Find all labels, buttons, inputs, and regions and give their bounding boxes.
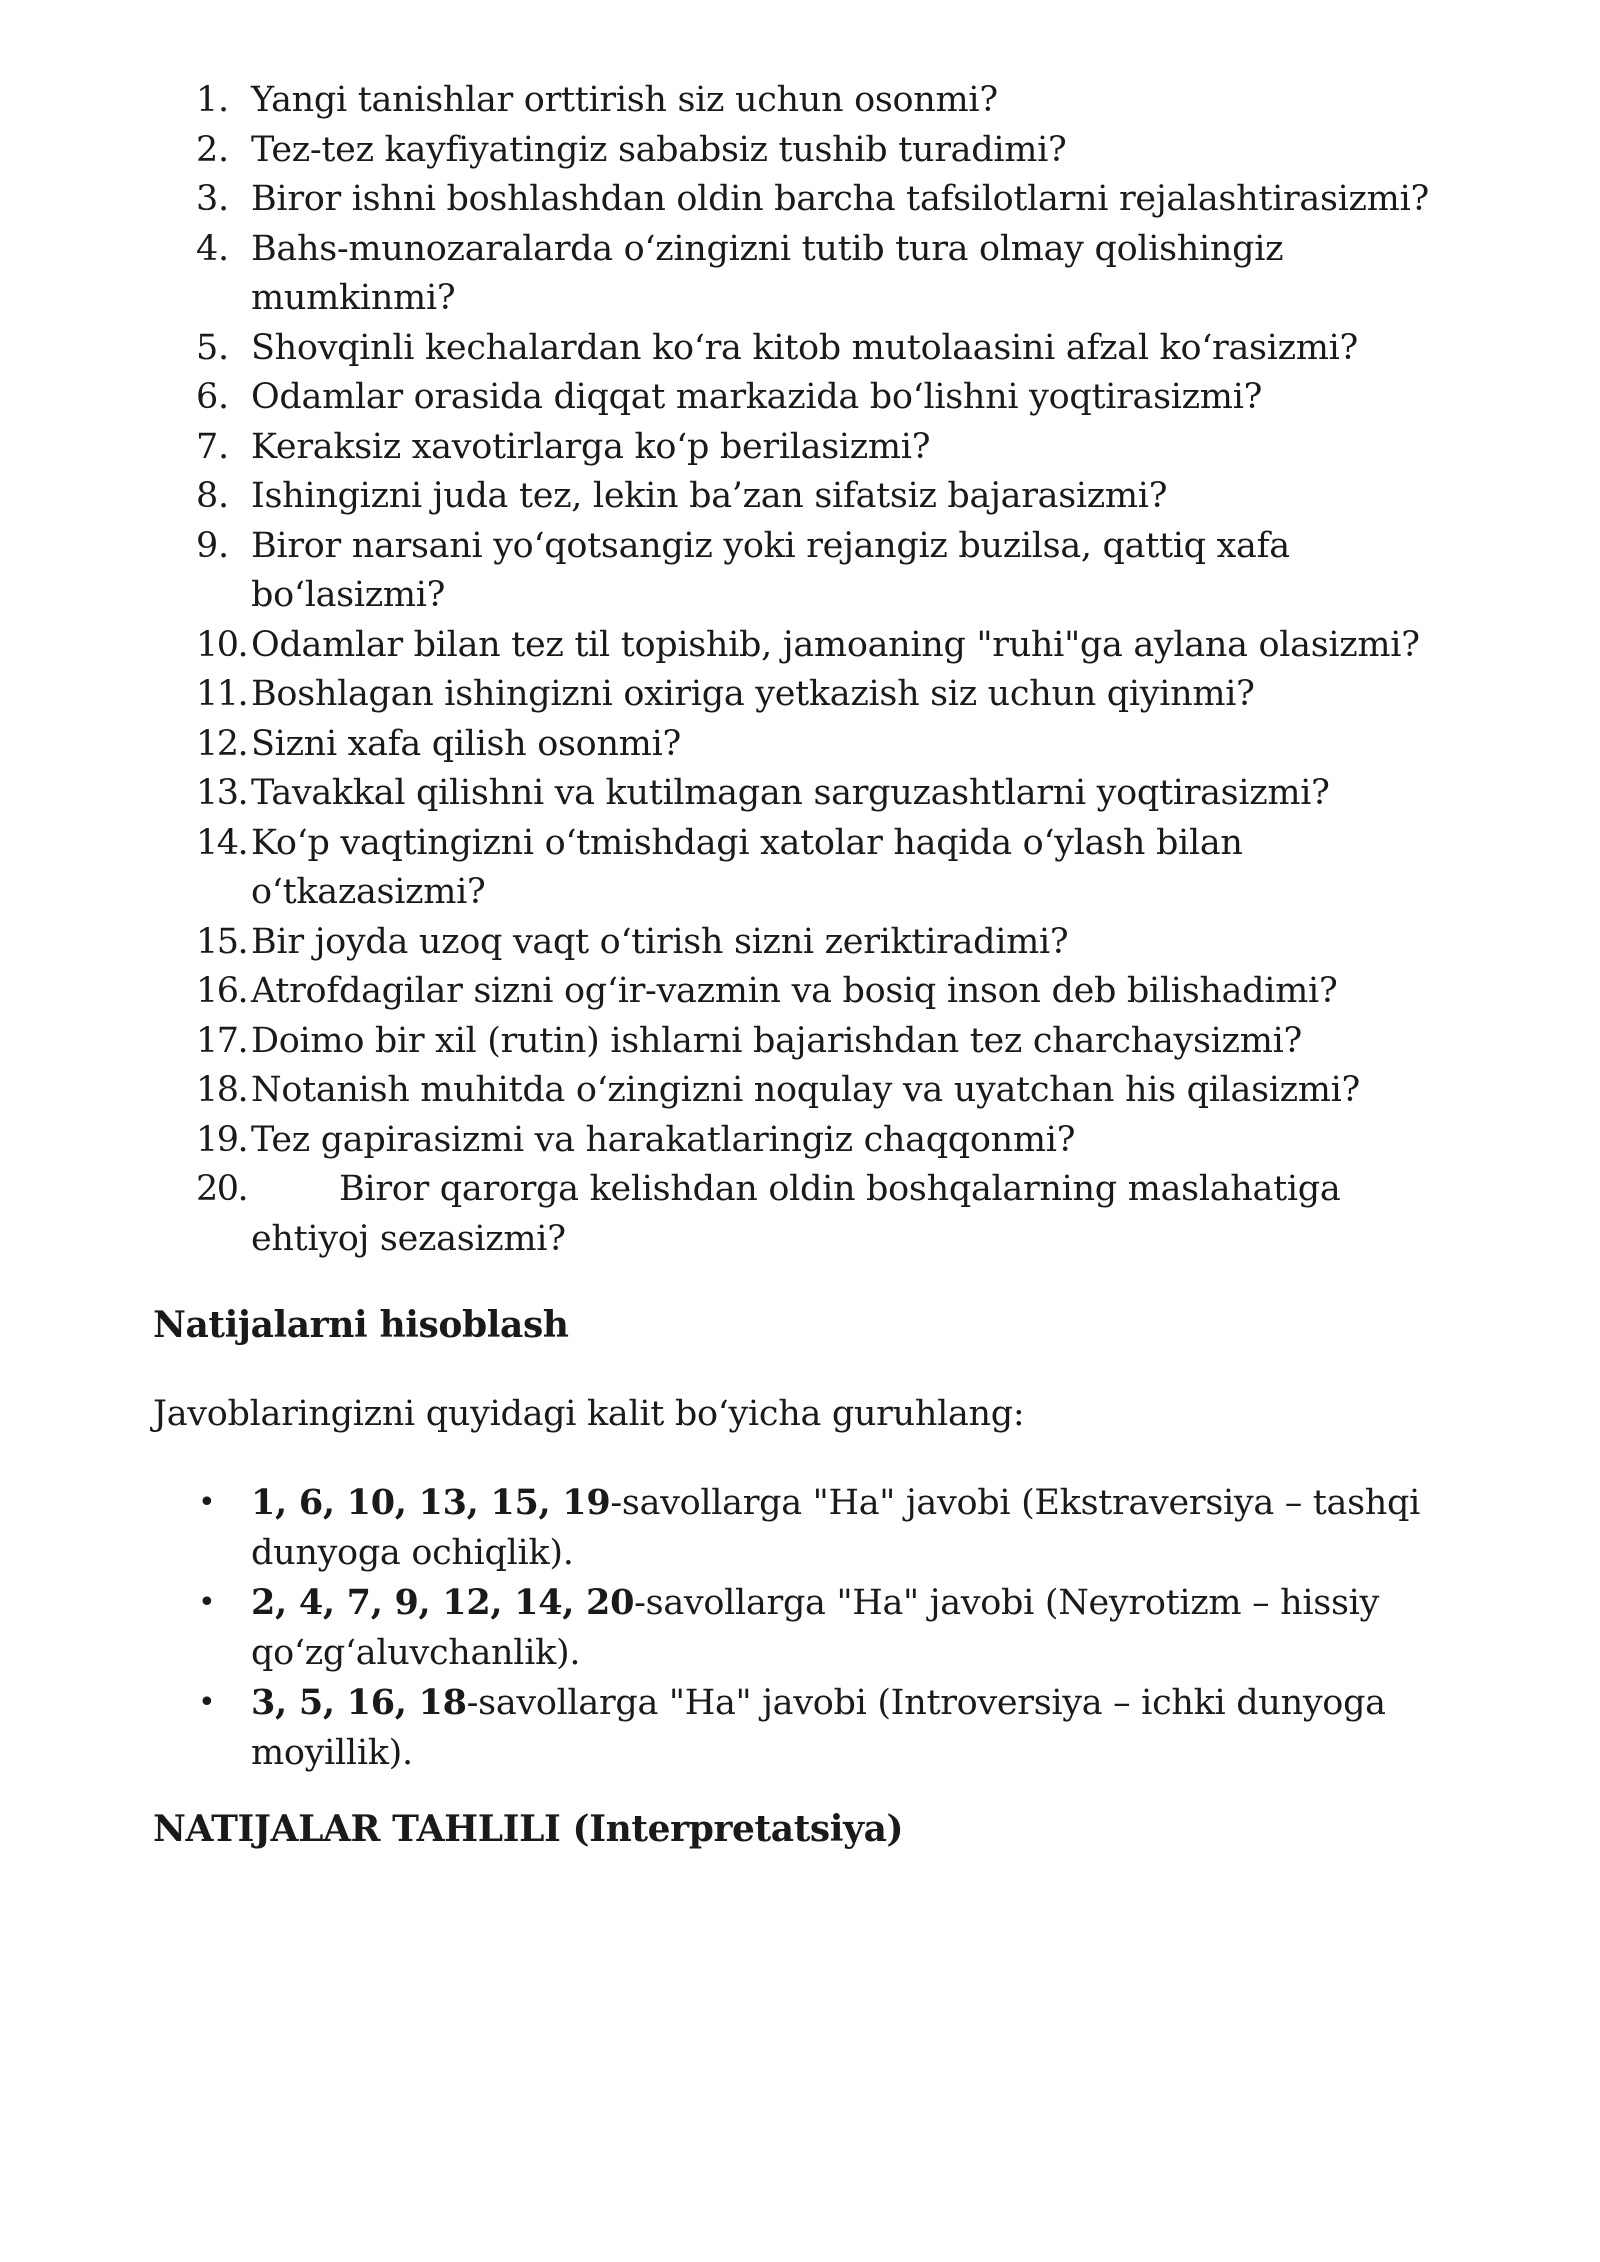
question-text: Bahs-munozaralarda o‘zingizni tutib tura olmay qolishingiz	[251, 228, 1284, 269]
list-item	[196, 769, 1476, 819]
list-item	[196, 126, 1476, 176]
question-text: Boshlagan ishingizni oxiriga yetkazish siz uchun qiyinmi?	[251, 674, 1255, 714]
question-text: Biror ishni boshlashdan oldin barcha tafsilotlarni rejalashtirasizmi?	[251, 179, 1429, 219]
list-item	[196, 1116, 1476, 1166]
list-item	[196, 1066, 1476, 1116]
question-text: Tez-tez kayfiyatingiz sababsiz tushib turadimi?	[251, 129, 1067, 170]
question-number: 13.	[196, 773, 248, 813]
question-text: Keraksiz xavotirlarga ko‘p berilasizmi?	[251, 426, 931, 467]
list-item	[196, 522, 1476, 621]
list-item	[196, 967, 1476, 1017]
list-item	[196, 1678, 1476, 1778]
question-number: 20.	[196, 1169, 248, 1209]
question-number: 12.	[196, 723, 248, 764]
list-item	[196, 175, 1476, 225]
question-text: Ko‘p vaqtingizni o‘tmishdagi xatolar haqida o‘ylash bilan	[251, 822, 1243, 863]
question-text: Notanish muhitda o‘zingizni noqulay va uyatchan his qilasizmi?	[251, 1070, 1361, 1110]
list-item	[196, 819, 1476, 918]
question-number: 6.	[196, 377, 229, 417]
bullet-icon: •	[198, 1685, 216, 1720]
question-text: Yangi tanishlar orttirish siz uchun osonmi?	[251, 80, 998, 120]
bullet-icon: •	[198, 1585, 216, 1620]
list-item	[196, 373, 1476, 423]
question-text: Ishingizni juda tez, lekin ba’zan sifatsiz bajarasizmi?	[251, 476, 1168, 516]
list-item	[196, 621, 1476, 671]
question-number: 16.	[196, 971, 248, 1011]
question-text: Tez gapirasizmi va harakatlaringiz chaqqonmi?	[251, 1119, 1076, 1160]
question-number: 2.	[196, 129, 229, 170]
list-item	[196, 670, 1476, 720]
question-number: 3.	[196, 179, 229, 219]
question-text: Sizni xafa qilish osonmi?	[251, 723, 681, 764]
question-text-continued: ehtiyoj sezasizmi?	[251, 1218, 566, 1259]
question-numbers: 2, 4, 7, 9, 12, 14, 20	[251, 1582, 635, 1623]
question-text: Shovqinli kechalardan ko‘ra kitob mutolaasini afzal ko‘rasizmi?	[251, 327, 1358, 368]
list-item	[196, 324, 1476, 374]
list-item	[196, 720, 1476, 770]
key-text-continued: qo‘zg‘aluvchanlik).	[251, 1632, 581, 1673]
question-number: 8.	[196, 476, 229, 516]
key-text-continued: dunyoga ochiqlik).	[251, 1532, 574, 1573]
question-text: Tavakkal qilishni va kutilmagan sarguzashtlarni yoqtirasizmi?	[251, 773, 1330, 813]
question-number: 18.	[196, 1070, 248, 1110]
question-text: Odamlar orasida diqqat markazida bo‘lishni yoqtirasizmi?	[251, 377, 1263, 417]
list-item	[196, 1165, 1476, 1264]
list-item	[196, 918, 1476, 968]
question-numbers: 1, 6, 10, 13, 15, 19	[251, 1482, 611, 1523]
list-item	[196, 1578, 1476, 1678]
list-item	[196, 76, 1476, 126]
bullet-icon: •	[198, 1485, 216, 1520]
question-text: Odamlar bilan tez til topishib, jamoaning "ruhi"ga aylana olasizmi?	[251, 624, 1420, 665]
list-item	[196, 1478, 1476, 1578]
question-numbers: 3, 5, 16, 18	[251, 1682, 467, 1723]
question-number: 1.	[196, 80, 229, 120]
question-text: Biror narsani yo‘qotsangiz yoki rejangiz buzilsa, qattiq xafa	[251, 525, 1290, 566]
list-item	[196, 472, 1476, 522]
list-item	[196, 225, 1476, 324]
question-number: 14.	[196, 822, 248, 863]
list-item	[196, 1017, 1476, 1067]
question-number: 7.	[196, 426, 229, 467]
question-text: Bir joyda uzoq vaqt o‘tirish sizni zeriktiradimi?	[251, 921, 1069, 962]
scoring-intro: Javoblaringizni quyidagi kalit bo‘yicha guruhlang:	[153, 1394, 1025, 1434]
question-text-continued: mumkinmi?	[251, 278, 456, 318]
question-text-continued: bo‘lasizmi?	[251, 575, 446, 615]
question-text: Biror qarorga kelishdan oldin boshqalarning maslahatiga	[339, 1169, 1341, 1209]
section-heading-analysis: NATIJALAR TAHLILI (Interpretatsiya)	[153, 1808, 904, 1850]
key-text: -savollarga "Ha" javobi (Ekstraversiya – tashqi	[610, 1483, 1421, 1523]
key-text: -savollarga "Ha" javobi (Neyrotizm – hissiy	[634, 1583, 1379, 1623]
question-number: 5.	[196, 327, 229, 368]
key-text-continued: moyillik).	[251, 1732, 413, 1773]
question-text: Doimo bir xil (rutin) ishlarni bajarishdan tez charchaysizmi?	[251, 1020, 1302, 1061]
key-text: -savollarga "Ha" javobi (Introversiya – ichki dunyoga	[466, 1683, 1386, 1723]
question-number: 19.	[196, 1119, 248, 1160]
question-list	[196, 76, 1476, 1264]
question-text-continued: o‘tkazasizmi?	[251, 872, 486, 912]
scoring-key-list	[196, 1478, 1476, 1778]
question-number: 4.	[196, 228, 229, 269]
section-heading-scoring: Natijalarni hisoblash	[153, 1304, 569, 1346]
question-number: 9.	[196, 525, 229, 566]
question-number: 17.	[196, 1020, 248, 1061]
question-number: 11.	[196, 674, 248, 714]
question-number: 10.	[196, 624, 248, 665]
list-item	[196, 423, 1476, 473]
question-number: 15.	[196, 921, 248, 962]
question-text: Atrofdagilar sizni og‘ir-vazmin va bosiq inson deb bilishadimi?	[251, 971, 1338, 1011]
